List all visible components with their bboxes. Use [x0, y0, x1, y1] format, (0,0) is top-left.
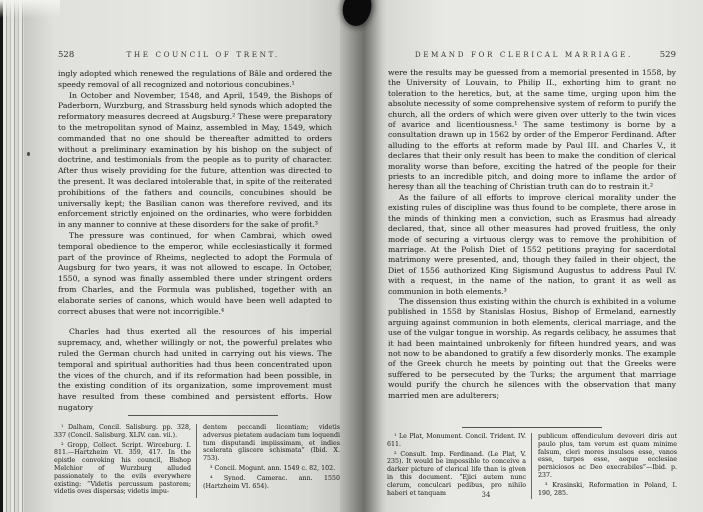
body-paragraph: In October and November, 1548, and April, 1549, the Bishops of Paderborn, Wurzburg, and Strassburg held synods which adopted the reformatory measures decreed at Augsburg.² These were preparatory to the metropolitan synod of Mainz, assembled in May, 1549, which commanded that no one should be thereafter admitted to orders without a preliminary examination by his bishop on the subject of doctrine, and testimonials from the people as to purity of character. After thus wisely providing for the future, attention was directed to the present. It was declared intolerable that, in spite of the reiterated prohibitions of the fathers and councils, concubines should be universally kept; the Basilian canon was therefore revived, and its enforcement strictly enjoined on the ordinaries, who were forbidden in any manner to connive at these disorders for the sake of profit.³ [58, 90, 332, 230]
footnote-column [385, 433, 531, 499]
body-paragraph: were the results may be guessed from a memorial presented in 1558, by the University of Louvain, to Philip II., exhorting him to grant no toleration to the heretics, but, at the same time, urging upon him the absolute necessity of some comprehensive system of reform to purify the church, all the orders of which were given over utterly to the twin vices of avarice and licentiousness.¹ The same testimony is borne by a consultation drawn up in 1562 by order of the Emperor Ferdinand. After alluding to the efforts at reform made by Paul III. and Charles V., it declares that their only result has been to make the condition of clerical morality worse than before, exciting the hatred of the people for their priests to an incredible pitch, and doing more to inflame the ardor of heresy than all the teaching of Christian truth can do to restrain it.² [388, 68, 676, 192]
footnote: publicum offendiculum devoveri diris aut paulo plus, tam verum est quam minime falsum, cleri mores insulsos esse, vanos esse, turpes esse, aeque ecclesiae perniciosos ac Deo execrabiles”—Ibid. p. 237. [538, 433, 677, 479]
footnote-column [196, 424, 340, 498]
footnote: ¹ Le Plat, Monument. Concil. Trident. IV. 611. [387, 433, 526, 448]
book-page-edges [3, 0, 24, 512]
body-paragraph: Charles had thus exerted all the resources of his imperial supremacy, and, whether willingly or not, the powerful prelates who ruled the German church had united in carrying out his views. The temporal and spiritual authorities had thus been concentrated upon the vices of the church, and if its reformation had been possible, in the existing condition of its organization, some improvement must have resulted from these combined and persistent efforts. How nugatory [58, 327, 332, 412]
left-page-footnotes [52, 424, 340, 498]
footnote-rule [128, 415, 278, 416]
left-page-body [58, 69, 332, 414]
page-corner-highlight [0, 0, 60, 18]
body-paragraph: As the failure of all efforts to improve clerical morality under the existing rules of discipline was thus found to be complete, there arose in the minds of thinking men a conviction, such as Erasmus had already declared, that, since all other measures had proved fruitless, the only mode of securing a virtuous clergy was to remove the prohibition of marriage. At the Polish Diet of 1552 petitions praying for sacerdotal matrimony were presented, and, though they failed in their object, the Diet of 1556 authorized King Sigismund Augustus to address Paul IV. with a request, in the name of the nation, to grant it as well as communion in both elements.³ [388, 192, 676, 296]
footnote-rule [462, 427, 602, 428]
page-gutter [340, 0, 388, 512]
scan-speck [27, 152, 30, 156]
footnote: ² Consult. Imp. Ferdinand. (Le Plat, V. 235). It would be impossible to conceive a darker picture of clerical life than is given in this document. “Ejici autem nunc clerum, conculcari pedibus, pro nihilo haberi et tanquam [387, 450, 526, 497]
body-paragraph: ingly adopted which renewed the regulations of Bâle and ordered the speedy removal of all recognized and notorious concubines.¹ [58, 69, 332, 89]
left-page-number: 528 [58, 50, 75, 60]
footnote: ¹ Dalham, Concil. Salisburg. pp. 328, 337 (Concil. Salisburg. XLIV. can. vii.). [54, 424, 191, 439]
signature-mark: 34 [481, 491, 491, 499]
right-page-footnotes [385, 433, 677, 499]
body-paragraph: The dissension thus existing within the church is exhibited in a volume published in 1558 by Stanislas Hosius, Bishop of Ermeland, earnestly arguing against communion in both elements, clerical marriage, and the use of the vulgar tongue in worship. As regards celibacy, he assumes that it had been maintained unbrokenly for fifteen hundred years, and was not now to be abandoned to gratify a few disorderly monks. The example of the Greek church he meets by pointing out that the Greeks were suffered to be persecuted by the Turks; the argument that marriage would purify the church he silences with the observation that many married men are adulterers; [388, 296, 676, 400]
footnote: ⁴ Synod. Camerac. ann. 1550 (Hartzheim VI. 654). [203, 474, 340, 490]
right-page-body [388, 68, 676, 401]
footnote-column [531, 433, 677, 499]
footnote-column [52, 424, 196, 498]
right-page-header [388, 50, 676, 60]
footnote: ³ Krasinski, Reformation in Poland, I. 190, 285. [538, 481, 677, 497]
footnote: ² Gropp, Collect. Script. Wirceburg. I. 811.—Hartzheim VI. 359, 417. In the epistle convoking his council, Bishop Melchior of Wurzburg alluded passionately to the evils everywhere existing: “Videtis percussum pastorem; videtis oves dispersas; videtis impu- [54, 441, 191, 496]
left-running-head: THE COUNCIL OF TRENT. [126, 50, 280, 59]
body-paragraph: The pressure was continued, for when Cambrai, which owed temporal obedience to the emperor, while ecclesiastically it formed part of the province of Rheims, neglected to adopt the Formula of Augsburg for two years, it was not allowed to escape. In October, 1550, a synod was finally assembled there under stringent orders from Charles, and the Formula was published, together with an elaborate series of canons, which would have been well adapted to correct abuses that were not incorrigible.⁴ [58, 230, 332, 316]
left-page-header [58, 50, 332, 60]
right-page-number: 529 [659, 50, 676, 60]
footnote: dentem peccandi licentiam; videtis adversus pietatem audaciam tum loquendi tum disputandi impiissimam, et indies scelerata gliscere schismata” (Ibid. X. 753). [203, 424, 340, 463]
right-running-head: DEMAND FOR CLERICAL MARRIAGE. [414, 50, 633, 59]
footnote: ³ Concil. Mogunt. ann. 1549 c. 82, 102. [210, 464, 336, 472]
